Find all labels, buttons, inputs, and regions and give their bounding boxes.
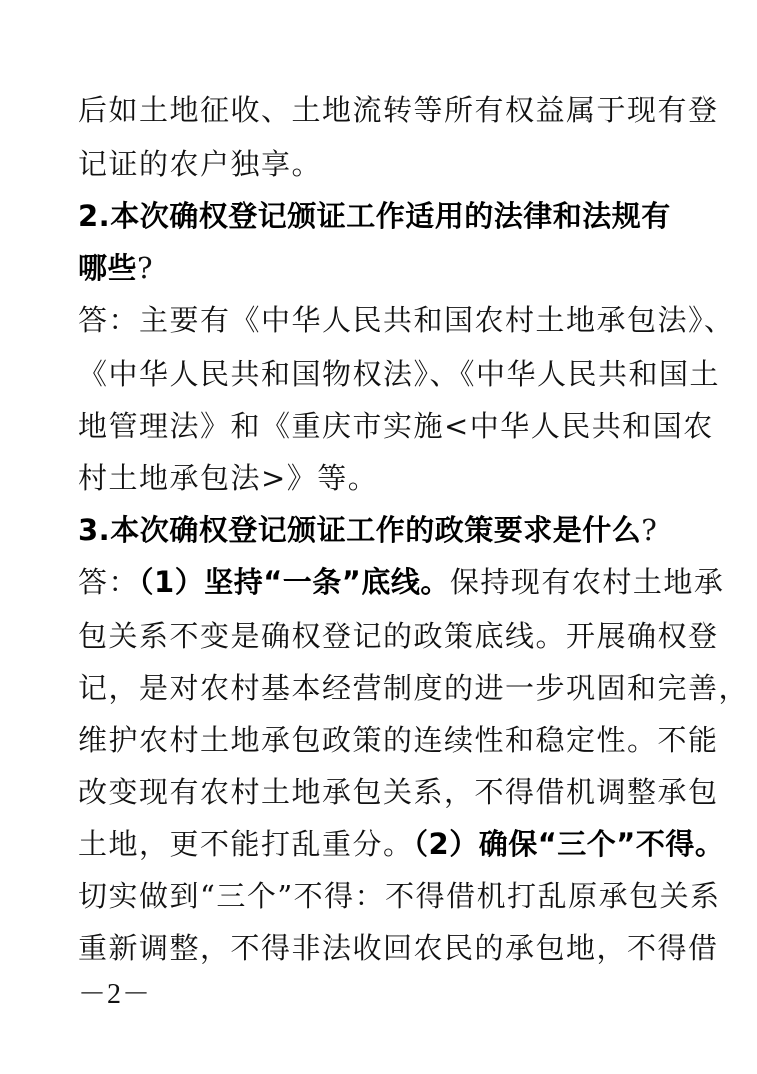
answer-3-line-3-content: 记，是对农村基本经营制度的进一步巩固和完善， [78,671,750,705]
answer-2-line-1 [78,294,735,346]
answer-3-line-3 [78,662,750,714]
answer-3-line-8 [78,922,719,974]
question-2-heading [78,190,678,242]
question-2-heading-end: 哪些 [78,251,138,285]
text-line-2-content: 记证的农户独享。 [78,147,323,181]
question-3-heading [78,504,678,556]
question-2-mark: ? [137,251,155,285]
answer-2-line-3-content: 地管理法》和《重庆市实施<中华人民共和国农 [78,409,714,443]
question-2-heading-continued [78,242,678,294]
page-number: －2－ [78,979,152,1010]
answer-2-line-1-content: 答：主要有《中华人民共和国农村土地承包法》、 [78,303,735,337]
text-line-2 [78,138,678,190]
answer-3-line-5-content: 改变现有农村土地承包关系，不得借机调整承包 [78,775,719,809]
answer-2-line-4-content: 村土地承包法>》等。 [78,461,379,495]
answer-3-line-5 [78,766,719,818]
answer-3-prefix: 答： [78,565,140,599]
question-3-mark: ? [641,513,659,547]
text-line-1-content: 后如土地征收、土地流转等所有权益属于现有登 [78,93,719,127]
answer-3-line-1-rest: 保持现有农村土地承 [449,565,725,599]
answer-3-line-8-content: 重新调整，不得非法收回农民的承包地，不得借 [78,931,719,965]
answer-3-line-1 [78,556,725,608]
answer-3-line-6-content: 土地，更不能打乱重分。 [78,827,414,861]
answer-3-line-7 [78,870,721,922]
question-3-heading-text: 3.本次确权登记颁证工作的政策要求是什么 [78,513,642,547]
answer-3-line-4-content: 维护农村土地承包政策的连续性和稳定性。不能 [78,723,719,757]
answer-3-line-2-content: 包关系不变是确权登记的政策底线。开展确权登 [78,619,719,653]
answer-3-point-1-title: （1）坚持“一条”底线。 [139,565,450,599]
answer-2-line-2-content: 《中华人民共和国物权法》、《中华人民共和国土 [78,357,721,391]
text-line-1 [78,84,719,136]
answer-3-line-6 [78,818,725,870]
answer-3-line-2 [78,610,719,662]
answer-3-point-2-title: （2）确保“三个”不得。 [413,827,725,861]
answer-2-line-2 [78,348,721,400]
question-2-heading-text: 2.本次确权登记颁证工作适用的法律和法规有 [78,199,671,233]
answer-3-line-4 [78,714,719,766]
answer-2-line-3 [78,400,714,452]
answer-2-line-4 [78,452,678,504]
answer-3-line-7-content: 切实做到“三个”不得：不得借机打乱原承包关系 [78,879,721,913]
